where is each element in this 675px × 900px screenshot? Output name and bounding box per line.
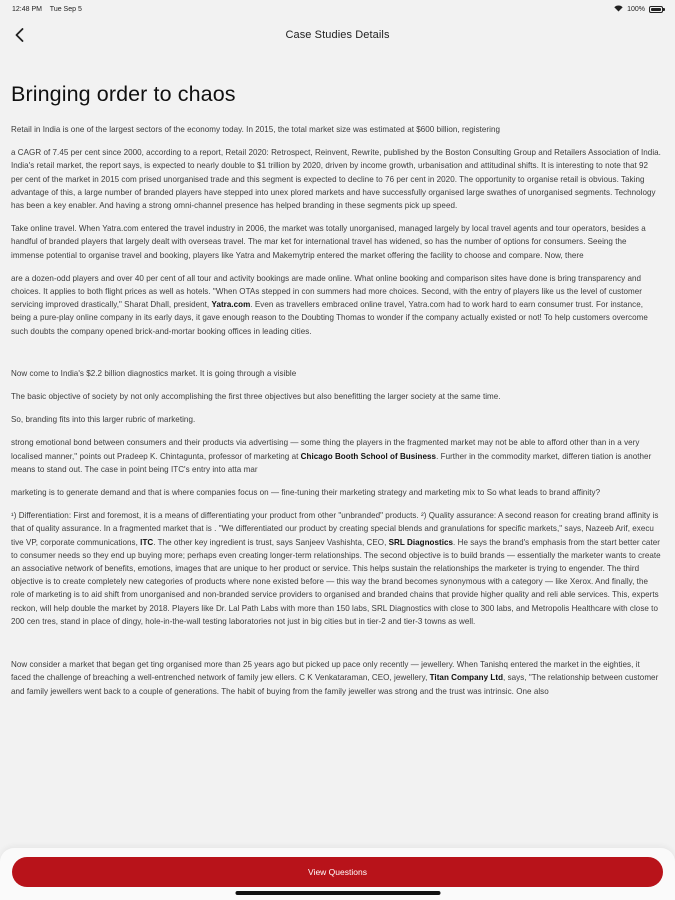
battery-icon	[649, 6, 663, 13]
text-run: ¹) Differentiation: First and foremost, it is a means of differentiating your product from other "unbranded" products. ²) Quality assurance: A second reason for creating brand affinity is that of quality assurance. In a fragmented market that is . "We differentiated our product by creating special blends and granulations for specific markets," says, Nazeeb Arif, execu tive VP, corporate communications,	[11, 511, 659, 547]
status-left	[12, 6, 88, 13]
view-questions-button[interactable]: View Questions	[12, 857, 663, 887]
status-date: Tue Sep 5	[49, 5, 82, 13]
text-run: Now consider a market that began get ting organised more than 25 years ago but picked up pace only recently — jewellery. When Tanishq entered the market in the eighties, it faced the challenge of breaching a well-entrenched network of family jew ellers. C K Venkataraman, CEO, jewellery,	[11, 660, 640, 683]
text-run: are a dozen-odd players and over 40 per cent of all tour and activity bookings are made online. What online booking and comparison sites have done is bring transparency and choices. It applies to both flight prices as well as hotels. "When OTAs stepped in con summers had more choices. Second, with the entry of players like us the level of customer servicing improved drastically," Sharat Dhall, president,	[11, 273, 642, 310]
paragraph: Retail in India is one of the largest sectors of the economy today. In 2015, the total market size was estimated at $600 billion, registering	[11, 125, 501, 134]
paragraph	[11, 658, 661, 698]
home-indicator[interactable]	[235, 891, 440, 895]
text-run: . Even as travellers embraced online travel, Yatra.com had to work hard to earn consumer trust. For instance, being a pure-play online company in its early days, it gave enough reason to the Doubting Thomas to wonder if the company actually existed or not! To help customers overcome such doubts the company opened brick-and-mortar booking offices in leading cities.	[11, 300, 648, 336]
paragraph: Now come to India's $2.2 billion diagnostics market. It is going through a visible	[11, 368, 297, 378]
text-run: . The other key ingredient is trust, says Sanjeev Vashishta, CEO,	[153, 537, 389, 547]
paragraph: The basic objective of society by not only accomplishing the first three objectives but also benefitting the larger society at the same time.	[11, 392, 501, 402]
text-run: , says, "The relationship between customer and family jewellers went back to a couple of generations. The habit of buying from the family jeweller was strong and the trust was intrinsic. One also	[11, 673, 659, 696]
bold-text: Titan Company Ltd	[429, 673, 504, 683]
wifi-icon	[614, 5, 623, 14]
battery-percent: 100%	[627, 5, 645, 13]
paragraph: marketing is to generate demand and that is where companies focus on — fine-tuning their marketing strategy and marketing mix to So what leads to brand affinity?	[11, 488, 601, 498]
status-bar	[0, 0, 675, 18]
chevron-left-icon	[15, 28, 24, 42]
paragraph	[11, 272, 661, 338]
paragraph: So, branding fits into this larger rubric of marketing.	[11, 415, 196, 425]
bold-text: ITC	[140, 537, 154, 547]
paragraph	[11, 509, 661, 628]
status-time: 12:48 PM	[12, 5, 42, 13]
paragraph: Take online travel. When Yatra.com entered the travel industry in 2006, the market was totally unorganised, managed largely by local travel agents and tour operators, besides a handful of branded players that largely dealt with overseas travel. The mar ket for international travel has widened, so has the number of options for consumers. Seeing the immense potential to organise travel and booking, players like Yatra and Makemytrip entered the market offering the facility to choose and compare. Now, there	[11, 224, 646, 260]
paragraph: a CAGR of 7.45 per cent since 2000, according to a report, Retail 2020: Retrospect, Reinvent, Rewrite, published by the Boston Consulting Group and Retailers Association of India. India's retail market, the report says, is expected to nearly double to $1 trillion by 2020, driven by income growth, urbanisation and attitudinal shifts. It is interesting to note that 92 per cent of the market in 2015 com prised unorganised trade and this segment is expected to decline to 76 per cent in 2020. The opportunity to organise retail is obvious. Taking advantage of this, a large number of branded players have stepped into unex plored markets and have successfully organised large swathes of unorganised segments. Technology has been a key enabler. And having a strong omni-channel presence has helped branding in these segments pick up speed.	[11, 148, 661, 211]
bottom-action-bar	[0, 848, 675, 900]
text-run: strong emotional bond between consumers and their products via advertising — some thing the players in the fragmented market may not be able to afford other than in a very localised manner," points out Pradeep K. Chintagunta, professor of marketing at	[11, 438, 640, 461]
bold-text: SRL Diagnostics	[388, 537, 454, 547]
paragraph	[11, 436, 661, 476]
nav-bar	[0, 22, 675, 48]
text-run: . He says the brand's emphasis from the start better cater to consumer needs so they end up buying more; perhaps even creating longer-term relationships. The second objective is to build brands — essentially the marketer wants to create an associative network of benefits, emotions, images that are unique to her product or service. This helps sustain the relationships the marketer is trying to engender. The third objective is to create completely new categories of products where none existed before — this way the brand becomes synonymous with a category — like Xerox. And finally, the role of marketing is to aid shift from unorganised and non-branded service providers to organised and branded chains that provide higher quality and reli able services. This, experts reckon, will help double the market by 2018. Players like Dr. Lal Path Labs with more than 150 labs, SRL Diagnostics with close to 300 labs, and Metropolis Healthcare with close to 200 cen tres, stand in place of dingy, hole-in-the-wall testing laboratories not just in big cities but in tier-2 and tier-3 towns as well.	[11, 537, 661, 626]
text-run: . Further in the commodity market, differen tiation is another means to stand out. The case in point being ITC's entry into atta mar	[11, 451, 652, 474]
page-title: Case Studies Details	[285, 29, 390, 41]
article-body	[11, 82, 661, 708]
status-right	[614, 5, 663, 14]
article-title: Bringing order to chaos	[11, 82, 236, 106]
back-button[interactable]	[10, 25, 28, 45]
bold-text: Yatra.com	[211, 300, 251, 310]
bold-text: Chicago Booth School of Business	[300, 451, 437, 461]
